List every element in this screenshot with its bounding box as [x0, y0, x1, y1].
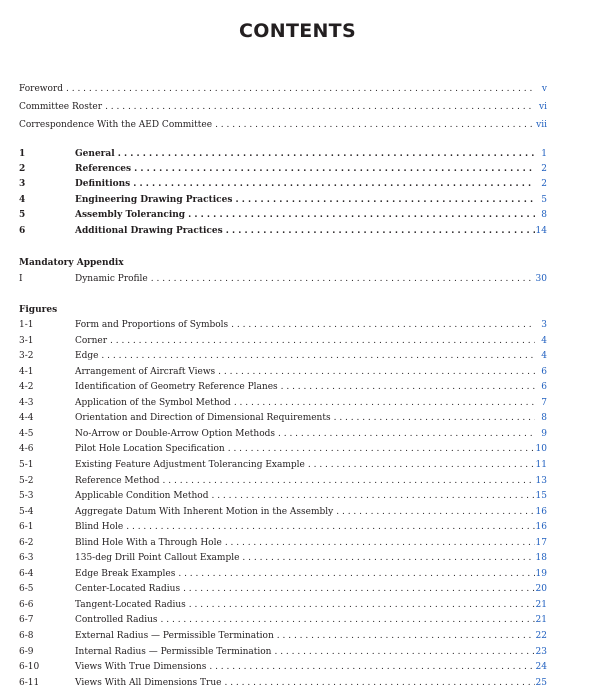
toc-figure-entry[interactable] [19, 349, 547, 363]
leader-dots [278, 380, 535, 394]
toc-page-link[interactable]: 9 [541, 428, 547, 439]
figure-title: 135-deg Drill Point Callout Example [75, 553, 240, 564]
toc-appendix-entry[interactable] [19, 272, 547, 286]
toc-figure-entry[interactable] [19, 505, 547, 519]
figure-title: Edge Break Examples [75, 568, 176, 579]
toc-page-link[interactable]: 11 [535, 459, 547, 470]
toc-page-link[interactable]: 5 [541, 195, 547, 205]
figure-number: 6-7 [19, 615, 34, 626]
leader-dots [274, 629, 535, 643]
figure-title: Arrangement of Aircraft Views [75, 366, 216, 377]
leader-dots [180, 582, 535, 596]
toc-entry-committee-roster[interactable] [19, 100, 547, 114]
leader-dots [271, 645, 535, 659]
section-title: Engineering Drawing Practices [75, 195, 233, 205]
leader-dots [175, 567, 535, 581]
leader-dots [305, 458, 535, 472]
section-number: 6 [19, 226, 26, 236]
toc-page-link[interactable]: 19 [535, 568, 547, 579]
toc-figure-entry[interactable] [19, 334, 547, 348]
toc-page-link[interactable]: 6 [541, 366, 547, 377]
figure-title: No-Arrow or Double-Arrow Option Methods [75, 428, 275, 439]
leader-dots [186, 598, 535, 612]
leader-dots [185, 208, 535, 222]
figure-number: 5-4 [19, 506, 34, 517]
leader-dots [239, 551, 535, 565]
figure-title: Edge [75, 351, 99, 362]
leader-dots [331, 411, 535, 425]
toc-page-link[interactable]: vi [539, 102, 547, 112]
figure-number: 4-3 [19, 397, 34, 408]
toc-figure-entry[interactable] [19, 613, 547, 627]
toc-figure-entry[interactable] [19, 629, 547, 643]
leader-dots [148, 272, 535, 286]
toc-page-link[interactable]: 24 [535, 662, 547, 673]
figure-number: 5-3 [19, 491, 34, 502]
toc-section[interactable] [19, 208, 547, 222]
leader-dots [275, 427, 535, 441]
toc-figure-entry[interactable] [19, 458, 547, 472]
toc-page-link[interactable]: 16 [535, 522, 547, 533]
leader-dots [223, 224, 535, 238]
figure-number: 4-2 [19, 382, 34, 393]
figure-number: 6-4 [19, 568, 34, 579]
toc-figure-entry[interactable] [19, 442, 547, 456]
figure-title: Tangent-Located Radius [75, 599, 186, 610]
leader-dots [208, 489, 535, 503]
figure-number: 6-5 [19, 584, 34, 595]
toc-page-link[interactable]: v [541, 84, 547, 94]
figure-number: 4-6 [19, 444, 34, 455]
figure-title: Blind Hole With a Through Hole [75, 537, 222, 548]
leader-dots [158, 613, 535, 627]
toc-section[interactable] [19, 193, 547, 207]
toc-figure-entry[interactable] [19, 598, 547, 612]
toc-entry-label: Foreword [19, 84, 63, 94]
toc-page-link[interactable]: 8 [541, 210, 547, 220]
toc-page-link[interactable]: 4 [541, 351, 547, 362]
toc-page-link[interactable]: 18 [535, 553, 547, 564]
figure-title: Existing Feature Adjustment Tolerancing Example [75, 459, 305, 470]
leader-dots [123, 520, 535, 534]
figure-title: Center-Located Radius [75, 584, 181, 595]
figure-number: 4-5 [19, 428, 34, 439]
leader-dots [206, 660, 535, 674]
figure-number: 4-1 [19, 366, 34, 377]
toc-figure-entry[interactable] [19, 676, 547, 690]
figure-title: Application of the Symbol Method [75, 397, 231, 408]
figure-title: Views With True Dimensions [75, 662, 207, 673]
figure-title: Form and Proportions of Symbols [75, 320, 229, 330]
toc-figure-entry[interactable] [19, 365, 547, 379]
leader-dots [221, 676, 535, 690]
section-number: 3 [19, 179, 26, 189]
toc-page-link[interactable]: 21 [535, 599, 547, 610]
toc-figure-entry[interactable] [19, 474, 547, 488]
toc-section[interactable] [19, 224, 547, 238]
toc-page-link[interactable]: 6 [541, 382, 547, 393]
toc-figure-entry[interactable] [19, 551, 547, 565]
leader-dots [333, 505, 535, 519]
section-title: Assembly Tolerancing [75, 210, 186, 220]
toc-section[interactable] [19, 177, 547, 191]
figure-title: Applicable Condition Method [75, 491, 209, 502]
appendix-number: I [19, 274, 23, 284]
toc-figure-entry[interactable] [19, 489, 547, 503]
appendix-heading: Mandatory Appendix [19, 258, 124, 268]
toc-page-link[interactable]: vii [536, 120, 547, 130]
leader-dots [232, 193, 535, 207]
section-number: 5 [19, 210, 26, 220]
figure-number: 6-9 [19, 646, 34, 657]
leader-dots [215, 365, 535, 379]
leader-dots [130, 177, 535, 191]
toc-figure-entry[interactable] [19, 318, 547, 332]
toc-page-link[interactable]: 7 [541, 397, 547, 408]
toc-page-link[interactable]: 16 [535, 506, 547, 517]
figure-number: 3-1 [19, 335, 34, 346]
figure-title: Blind Hole [75, 522, 124, 533]
figure-number: 6-6 [19, 599, 34, 610]
figure-number: 4-4 [19, 413, 34, 424]
figure-number: 5-1 [19, 459, 34, 470]
figure-title: Views With All Dimensions True [75, 677, 222, 688]
toc-entry-foreword[interactable] [19, 82, 547, 96]
toc-entry-label: Committee Roster [19, 102, 103, 112]
figure-number: 3-2 [19, 351, 34, 362]
section-title: References [75, 164, 132, 174]
toc-figure-entry[interactable] [19, 660, 547, 674]
figure-title: Internal Radius — Permissible Termination [75, 646, 272, 657]
section-number: 2 [19, 164, 26, 174]
toc-entry-correspondence[interactable] [19, 118, 547, 132]
toc-page-link[interactable]: 2 [541, 179, 547, 189]
figure-number: 6-2 [19, 537, 34, 548]
section-number: 1 [19, 149, 26, 159]
leader-dots [228, 318, 535, 332]
toc-page-link[interactable]: 3 [541, 320, 547, 330]
appendix-title: Dynamic Profile [75, 274, 148, 284]
toc-figure-entry[interactable] [19, 396, 547, 410]
figure-title: Orientation and Direction of Dimensional Requirements [75, 413, 331, 424]
leader-dots [225, 442, 535, 456]
toc-figure-entry[interactable] [19, 427, 547, 441]
leader-dots [115, 147, 535, 161]
toc-page-link[interactable]: 14 [535, 226, 547, 236]
leader-dots [231, 396, 535, 410]
section-number: 4 [19, 195, 26, 205]
leader-dots [212, 118, 535, 132]
figure-title: External Radius — Permissible Termination [75, 631, 274, 641]
figures-heading: Figures [19, 305, 58, 315]
figure-title: Corner [75, 335, 108, 346]
figure-title: Controlled Radius [75, 615, 158, 626]
toc-page-link[interactable]: 22 [535, 631, 547, 641]
toc-page-link[interactable]: 2 [541, 164, 547, 174]
toc-page-link[interactable]: 25 [535, 677, 547, 688]
section-title: General [75, 149, 115, 159]
leader-dots [222, 536, 535, 550]
toc-page-link[interactable]: 15 [535, 491, 547, 502]
toc-figure-entry[interactable] [19, 411, 547, 425]
section-title: Definitions [75, 179, 131, 189]
figure-title: Aggregate Datum With Inherent Motion in the Assembly [75, 506, 334, 517]
toc-page-link[interactable]: 30 [535, 274, 547, 284]
toc-section[interactable] [19, 147, 547, 161]
figure-number: 6-10 [19, 662, 40, 673]
figure-title: Reference Method [75, 475, 160, 486]
toc-page-link[interactable]: 4 [541, 335, 547, 346]
leader-dots [107, 334, 535, 348]
figure-number: 5-2 [19, 475, 34, 486]
leader-dots [160, 474, 535, 488]
toc-figure-entry[interactable] [19, 520, 547, 534]
page-title: CONTENTS [239, 20, 356, 42]
toc-entry-label: Correspondence With the AED Committee [19, 120, 213, 130]
toc-page-link[interactable]: 23 [535, 646, 547, 657]
toc-section[interactable] [19, 162, 547, 176]
figure-title: Pilot Hole Location Specification [75, 444, 225, 455]
leader-dots [102, 100, 535, 114]
figure-number: 1-1 [19, 320, 34, 330]
section-title: Additional Drawing Practices [75, 226, 223, 236]
toc-figure-entry[interactable] [19, 536, 547, 550]
figure-number: 6-8 [19, 631, 34, 641]
toc-page-link[interactable]: 10 [535, 444, 547, 455]
toc-page-link[interactable]: 17 [535, 537, 547, 548]
toc-page-link[interactable]: 20 [535, 584, 547, 595]
toc-page-link[interactable]: 8 [541, 413, 547, 424]
figure-number: 6-3 [19, 553, 34, 564]
leader-dots [98, 349, 535, 363]
leader-dots [131, 162, 535, 176]
toc-figure-entry[interactable] [19, 582, 547, 596]
figure-number: 6-11 [19, 677, 40, 688]
toc-page-link[interactable]: 13 [535, 475, 547, 486]
figure-title: Identification of Geometry Reference Planes [75, 382, 278, 393]
toc-page-link[interactable]: 1 [541, 149, 547, 159]
leader-dots [63, 82, 535, 96]
figure-number: 6-1 [19, 522, 34, 533]
toc-figure-entry[interactable] [19, 380, 547, 394]
toc-page-link[interactable]: 21 [535, 615, 547, 626]
toc-figure-entry[interactable] [19, 645, 547, 659]
toc-figure-entry[interactable] [19, 567, 547, 581]
